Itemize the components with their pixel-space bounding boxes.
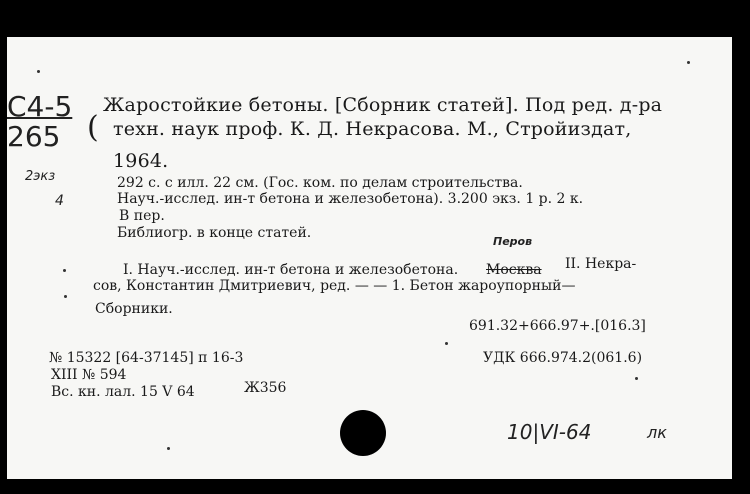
margin-note-copies: 2экз [25,169,56,184]
record-number-line-2: XIII № 594 [51,367,127,383]
speck [63,269,66,272]
margin-note-mark: 4 [55,193,64,209]
tracing-line-2: сов, Константин Дмитриевич, ред. — — 1. Бетон жароупорный— [93,278,576,294]
shelfmark-line-1: С4-5 [7,90,73,123]
punch-hole [340,410,386,456]
title-line-2: техн. наук проф. К. Д. Некрасова. М., Стройиздат, [113,118,632,140]
shelfmark-bracket: ( [87,110,99,145]
handwritten-initials: лк [647,423,667,442]
speck [445,342,448,345]
description-line-1: 292 с. с илл. 22 см. (Гос. ком. по делам строительства. [117,175,523,191]
speck [635,377,638,380]
speck [687,61,690,64]
shelfmark-line-2: 265 [7,120,61,153]
code-zh: Ж356 [244,380,287,396]
speck [167,447,170,450]
title-line-3: 1964. [113,150,169,172]
speck [64,295,67,298]
record-number-line-3: Вс. кн. лал. 15 V 64 [51,384,195,400]
record-number-line-1: № 15322 [64-37145] п 16-3 [49,350,244,366]
catalog-card [7,37,732,479]
tracing-line-3: Сборники. [95,301,173,317]
handwritten-date: 10|VI-64 [507,420,592,444]
description-line-4: Библиогр. в конце статей. [117,225,312,241]
classification-index: 691.32+666.97+.[016.3] [469,318,646,334]
speck [37,70,40,73]
tracing-struck-word: Москва [486,262,542,278]
description-line-3: В пер. [119,208,165,224]
description-line-2: Науч.-исслед. ин-т бетона и железобетона). 3.200 экз. 1 р. 2 к. [117,191,584,207]
tracing-line-1-start: I. Науч.-исслед. ин-т бетона и железобетона. [123,262,459,278]
udc-index: УДК 666.974.2(061.6) [483,350,643,366]
title-line-1: Жаростойкие бетоны. [Сборник статей]. Под ред. д-ра [103,94,663,116]
correction-inserted: Перов [493,235,533,248]
tracing-line-1-end: II. Некра- [565,256,637,272]
